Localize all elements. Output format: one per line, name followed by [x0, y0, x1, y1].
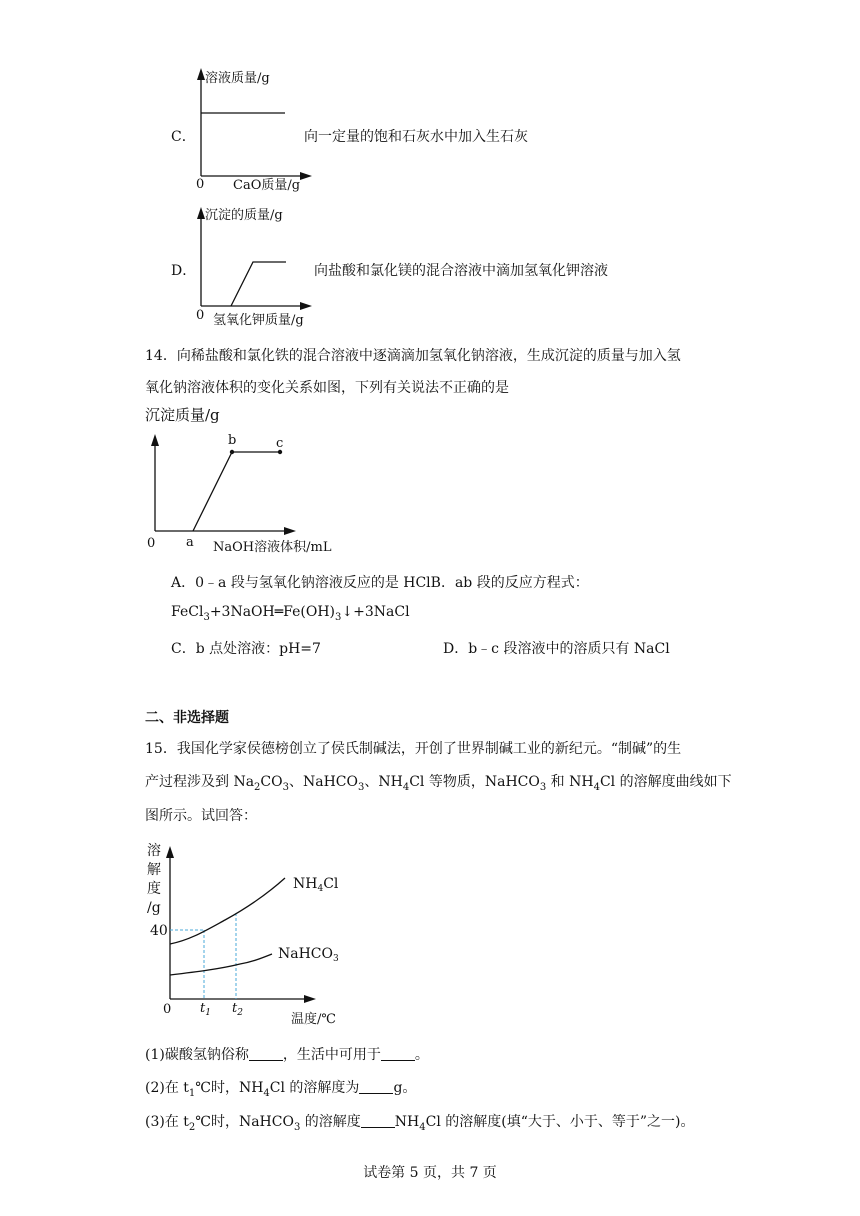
- svg-text:解: 解: [147, 862, 161, 878]
- q14-point-a: a: [186, 535, 194, 550]
- svg-text:40: 40: [150, 923, 168, 939]
- q14-option-d: D．b﹣c 段溶液中的溶质只有 NaCl: [443, 641, 670, 657]
- q14-xlabel: NaOH溶液体积/mL: [213, 540, 332, 555]
- q14-origin: 0: [147, 536, 156, 551]
- svg-text:t1: $t_1$: [200, 1001, 211, 1018]
- q15-sub1: (1)碳酸氢钠俗称 ，生活中可用于 。: [145, 1047, 429, 1063]
- option-c-letter: C．: [171, 129, 196, 145]
- q14-point-c: c: [276, 436, 284, 451]
- svg-text:度: 度: [147, 881, 161, 897]
- q14-stem-line2: 氧化钠溶液体积的变化关系如图，下列有关说法不正确的是: [145, 380, 509, 396]
- graph-c-ylabel: 溶液质量/g: [205, 71, 270, 86]
- graph-d-origin: 0: [196, 308, 205, 323]
- svg-text:NH4Cl: $NH_4Cl$: [293, 876, 339, 894]
- section-heading: 二、非选择题: [145, 710, 229, 726]
- option-c-desc: 向一定量的饱和石灰水中加入生石灰: [304, 129, 528, 145]
- answer-blank[interactable]: [249, 1046, 283, 1061]
- svg-text:NaHCO3: NaHCO$_3$: [278, 946, 339, 964]
- option-d-desc: 向盐酸和氯化镁的混合溶液中滴加氢氧化钾溶液: [314, 263, 608, 279]
- q14-option-c: C．b 点处溶液：pH=7: [171, 641, 321, 657]
- q14-ylabel: 沉淀质量/g: [145, 406, 220, 424]
- svg-text:/g: /g: [147, 900, 161, 916]
- q14-equation: $FeCl_3+3NaOH═Fe(OH)_3↓+3NaCl$: [171, 604, 410, 623]
- q15-sub2: (2)在 $t_1℃$时，$NH_4Cl$ 的溶解度为 g。: [145, 1080, 417, 1099]
- q15-line3: 图所示。试回答：: [145, 808, 257, 824]
- q14-stem-line1: 14．向稀盐酸和氯化铁的混合溶液中逐滴滴加氢氧化钠溶液，生成沉淀的质量与加入氢: [145, 348, 681, 364]
- q14-option-a: A．0﹣a 段与氢氧化钠溶液反应的是 HCl: [171, 575, 431, 591]
- answer-blank[interactable]: [361, 1113, 395, 1128]
- svg-text:t2: $t_2$: [232, 1001, 243, 1018]
- graph-c-xlabel: CaO质量/g: [233, 178, 301, 193]
- svg-text:溶: 溶: [147, 843, 161, 859]
- q14-option-b: B．ab 段的反应方程式：: [430, 575, 589, 591]
- graph-d-ylabel: 沉淀的质量/g: [205, 208, 283, 223]
- answer-blank[interactable]: [381, 1046, 415, 1061]
- q15-sub3: (3)在 $t_2℃$时，NaHCO$_3$ 的溶解度 $NH_4Cl$ 的溶解度(填“大于、小于、等于”之一)。: [145, 1114, 695, 1133]
- graph-d-xlabel: 氢氧化钾质量/g: [213, 313, 304, 328]
- q15-line1: 15．我国化学家侯德榜创立了侯氏制碱法，开创了世界制碱工业的新纪元。“制碱”的生: [145, 741, 682, 757]
- option-d-letter: D．: [171, 263, 197, 279]
- svg-text:0: 0: [163, 1002, 172, 1017]
- svg-text:温度/℃: 温度/℃: [291, 1012, 336, 1027]
- q14-point-b: b: [228, 433, 237, 448]
- answer-blank[interactable]: [359, 1079, 393, 1094]
- page-footer: 试卷第 5 页，共 7 页: [363, 1165, 497, 1181]
- graph-c-origin: 0: [196, 177, 205, 192]
- q15-line2: 产过程涉及到 $Na_2CO_3$、NaHCO$_3$、$NH_4Cl$ 等物质，NaHCO$_3$ 和 $NH_4Cl$ 的溶解度曲线如下: [145, 774, 732, 793]
